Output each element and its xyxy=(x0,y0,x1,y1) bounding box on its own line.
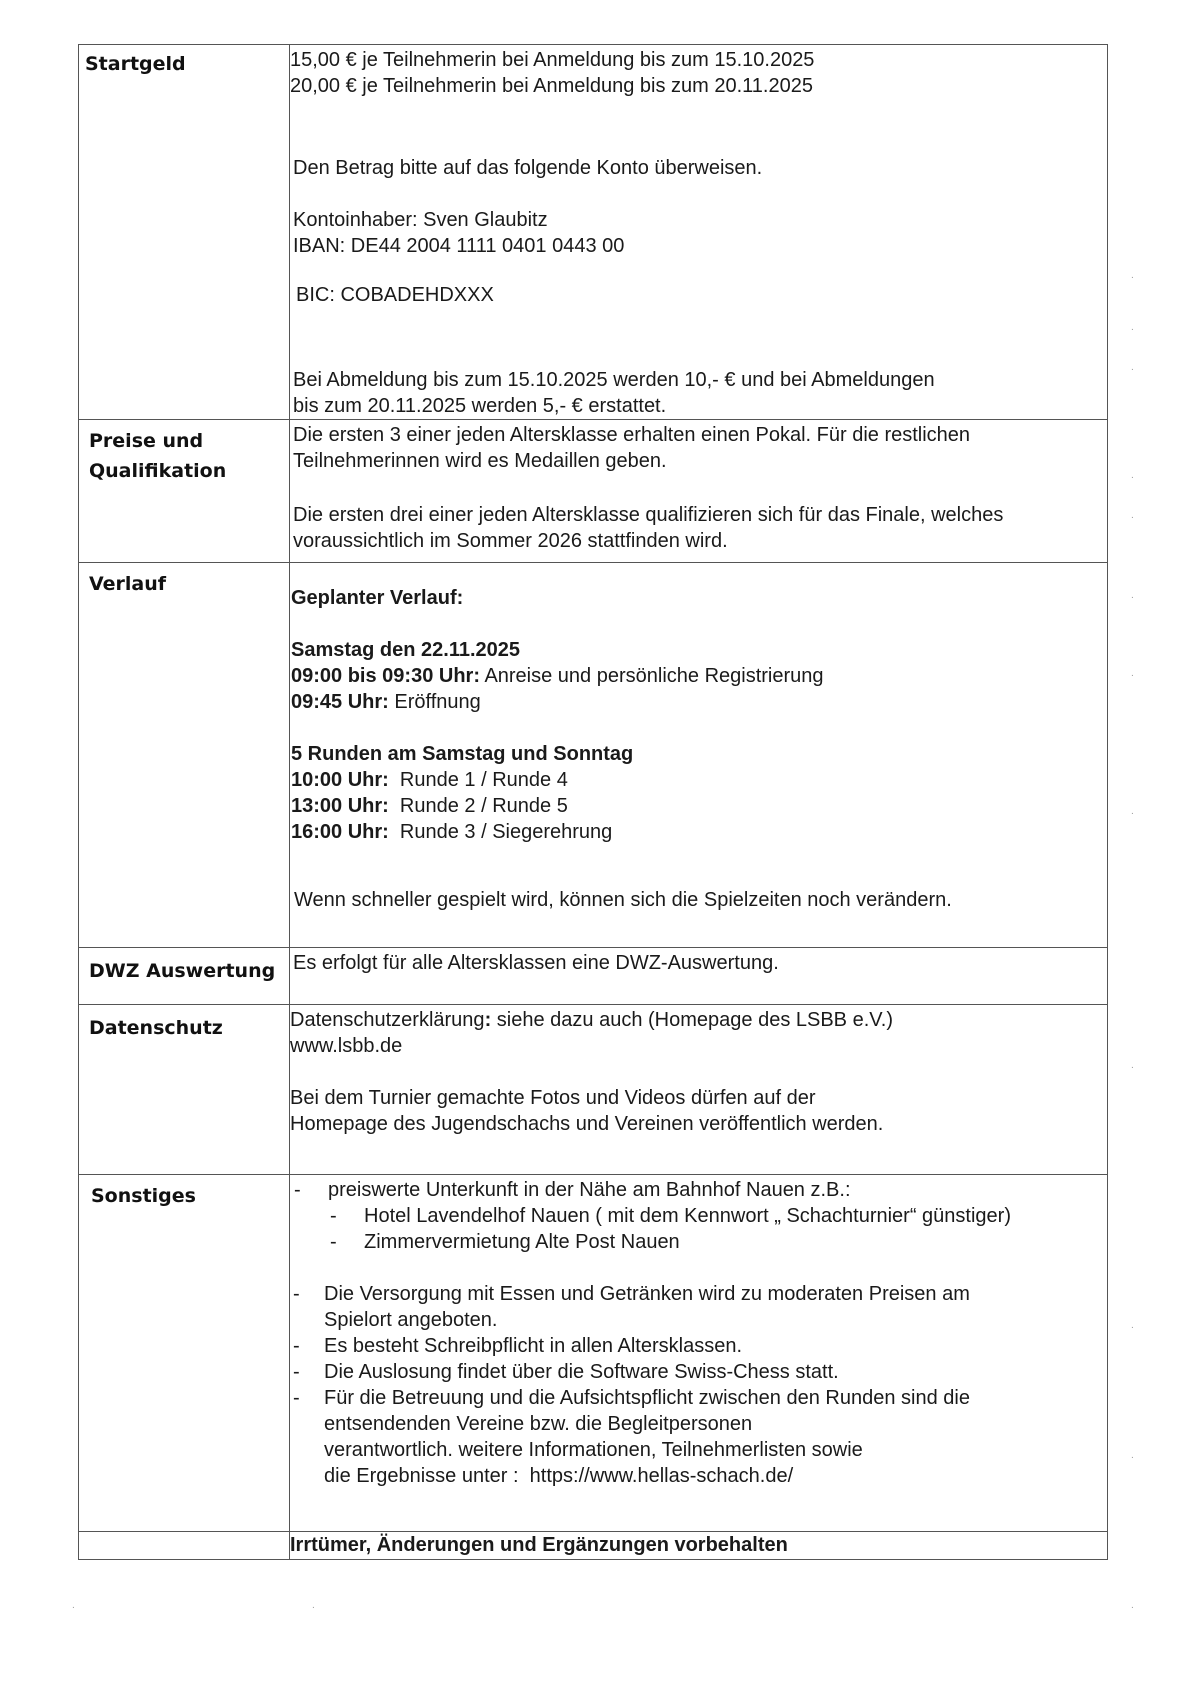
row-footer xyxy=(79,1532,1108,1560)
iban: IBAN: DE44 2004 1111 0401 0443 00 xyxy=(293,235,625,257)
label-startgeld: Startgeld xyxy=(85,53,186,75)
row-sonstiges xyxy=(79,1175,1108,1532)
speck: . xyxy=(1131,1060,1134,1071)
rooms-item: - Zimmervermietung Alte Post Nauen xyxy=(330,1231,680,1253)
info-table xyxy=(78,44,1108,1560)
speck: . xyxy=(1131,270,1134,281)
speck: . xyxy=(1131,668,1134,679)
lsbb-link[interactable]: www.lsbb.de xyxy=(290,1035,403,1057)
results-link[interactable]: die Ergebnisse unter : https://www.hellas-schach.de/ xyxy=(324,1465,794,1487)
hotel-item: - Hotel Lavendelhof Nauen ( mit dem Kennwort „ Schachturnier“ günstiger) xyxy=(330,1205,1011,1227)
round-1: 10:00 Uhr: Runde 1 / Runde 4 xyxy=(291,769,568,791)
qualification-line-1: Die ersten drei einer jeden Altersklasse qualifizieren sich für das Finale, welches xyxy=(293,504,1004,526)
schedule-heading: Geplanter Verlauf: xyxy=(291,587,464,609)
fee-early: 15,00 € je Teilnehmerin bei Anmeldung bis zum 15.10.2025 xyxy=(290,49,815,71)
care-item: - Für die Betreuung und die Aufsichtspflicht zwischen den Runden sind die xyxy=(293,1387,970,1409)
bic: BIC: COBADEHDXXX xyxy=(296,284,494,306)
notation-item: - Es besteht Schreibpflicht in allen Altersklassen. xyxy=(293,1335,742,1357)
account-holder: Kontoinhaber: Sven Glaubitz xyxy=(293,209,548,231)
row-preise xyxy=(79,420,1108,563)
care-item-cont-2: verantwortlich. weitere Informationen, Teilnehmerlisten sowie xyxy=(324,1439,863,1461)
speck: . xyxy=(1131,806,1134,817)
photos-line-1: Bei dem Turnier gemachte Fotos und Videos dürfen auf der xyxy=(290,1087,816,1109)
care-item-cont-1: entsendenden Vereine bzw. die Begleitpersonen xyxy=(324,1413,753,1435)
speck: . xyxy=(72,1600,75,1611)
round-3: 16:00 Uhr: Runde 3 / Siegerehrung xyxy=(291,821,613,843)
transfer-note: Den Betrag bitte auf das folgende Konto überweisen. xyxy=(293,157,763,179)
label-qualifikation: Qualifikation xyxy=(89,460,227,482)
fee-late: 20,00 € je Teilnehmerin bei Anmeldung bis zum 20.11.2025 xyxy=(290,75,813,97)
schedule-opening: 09:45 Uhr: Eröffnung xyxy=(291,691,481,713)
row-dwz xyxy=(79,948,1108,1005)
label-datenschutz: Datenschutz xyxy=(89,1017,223,1039)
speck: . xyxy=(312,1600,315,1611)
pairing-item: - Die Auslosung findet über die Software Swiss-Chess statt. xyxy=(293,1361,839,1383)
row-verlauf xyxy=(79,563,1108,948)
label-preise: Preise und xyxy=(89,430,204,452)
speck: . xyxy=(1131,1320,1134,1331)
label-sonstiges: Sonstiges xyxy=(91,1185,196,1207)
refund-line-1: Bei Abmeldung bis zum 15.10.2025 werden 10,- € und bei Abmeldungen xyxy=(293,369,935,391)
prizes-line-1: Die ersten 3 einer jeden Altersklasse erhalten einen Pokal. Für die restlichen xyxy=(293,424,971,446)
speck: . xyxy=(1131,362,1134,373)
schedule-arrival: 09:00 bis 09:30 Uhr: Anreise und persönliche Registrierung xyxy=(291,665,824,687)
dwz-text: Es erfolgt für alle Altersklassen eine DWZ-Auswertung. xyxy=(293,952,779,974)
schedule-note: Wenn schneller gespielt wird, können sich die Spielzeiten noch verändern. xyxy=(294,889,952,911)
speck: . xyxy=(1131,590,1134,601)
row-startgeld xyxy=(79,45,1108,420)
disclaimer: Irrtümer, Änderungen und Ergänzungen vorbehalten xyxy=(290,1534,788,1556)
privacy-line-1: Datenschutzerklärung: siehe dazu auch (Homepage des LSBB e.V.) xyxy=(290,1009,893,1031)
food-item: - Die Versorgung mit Essen und Getränken wird zu moderaten Preisen am xyxy=(293,1283,970,1305)
prizes-line-2: Teilnehmerinnen wird es Medaillen geben. xyxy=(293,450,667,472)
label-verlauf: Verlauf xyxy=(89,573,167,595)
speck: . xyxy=(1131,470,1134,481)
speck: . xyxy=(1131,1600,1134,1611)
qualification-line-2: voraussichtlich im Sommer 2026 stattfinden wird. xyxy=(293,530,728,552)
speck: . xyxy=(1131,510,1134,521)
row-datenschutz xyxy=(79,1005,1108,1175)
schedule-day: Samstag den 22.11.2025 xyxy=(291,639,521,661)
refund-line-2: bis zum 20.11.2025 werden 5,- € erstattet. xyxy=(293,395,667,417)
rounds-heading: 5 Runden am Samstag und Sonntag xyxy=(291,743,634,765)
photos-line-2: Homepage des Jugendschachs und Vereinen veröffentlich werden. xyxy=(290,1113,884,1135)
food-item-cont: Spielort angeboten. xyxy=(324,1309,498,1331)
accommodation-item: - preiswerte Unterkunft in der Nähe am Bahnhof Nauen z.B.: xyxy=(294,1179,851,1201)
speck: . xyxy=(1131,322,1134,333)
label-dwz: DWZ Auswertung xyxy=(89,960,276,982)
round-2: 13:00 Uhr: Runde 2 / Runde 5 xyxy=(291,795,568,817)
speck: . xyxy=(1131,1450,1134,1461)
